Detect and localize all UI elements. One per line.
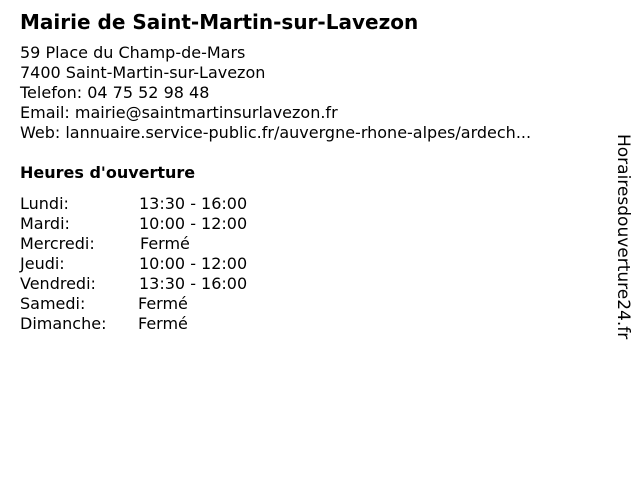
address-block xyxy=(20,43,531,143)
hours-value: 13:30 - 16:00 xyxy=(139,274,248,293)
day-label: Mercredi: xyxy=(20,234,95,253)
hours-value: Fermé xyxy=(138,314,188,333)
phone-number: Telefon: 04 75 52 98 48 xyxy=(20,83,210,102)
day-label: Dimanche: xyxy=(20,314,107,333)
website-link: Web: lannuaire.service-public.fr/auvergne-rhone-alpes/ardech... xyxy=(20,123,532,142)
day-label: Vendredi: xyxy=(20,274,96,293)
city-address: 7400 Saint-Martin-sur-Lavezon xyxy=(20,63,266,82)
hours-row-wednesday xyxy=(20,234,247,254)
day-label: Samedi: xyxy=(20,294,86,313)
hours-row-sunday xyxy=(20,314,247,334)
hours-value: Fermé xyxy=(140,234,190,253)
opening-hours-heading: Heures d'ouverture xyxy=(20,163,196,182)
hours-value: 10:00 - 12:00 xyxy=(139,214,248,233)
email-address: Email: mairie@saintmartinsurlavezon.fr xyxy=(20,103,338,122)
hours-row-thursday xyxy=(20,254,247,274)
hours-row-tuesday xyxy=(20,214,247,234)
opening-hours-list xyxy=(20,194,247,334)
hours-row-monday xyxy=(20,194,247,214)
street-address: 59 Place du Champ-de-Mars xyxy=(20,43,246,62)
hours-value: 10:00 - 12:00 xyxy=(139,254,248,273)
hours-row-friday xyxy=(20,274,247,294)
page-title: Mairie de Saint-Martin-sur-Lavezon xyxy=(20,10,419,34)
hours-value: Fermé xyxy=(138,294,188,313)
day-label: Mardi: xyxy=(20,214,70,233)
day-label: Lundi: xyxy=(20,194,69,213)
hours-row-saturday xyxy=(20,294,247,314)
hours-value: 13:30 - 16:00 xyxy=(139,194,248,213)
site-watermark: Horairesdouverture24.fr xyxy=(613,134,633,340)
day-label: Jeudi: xyxy=(20,254,65,273)
